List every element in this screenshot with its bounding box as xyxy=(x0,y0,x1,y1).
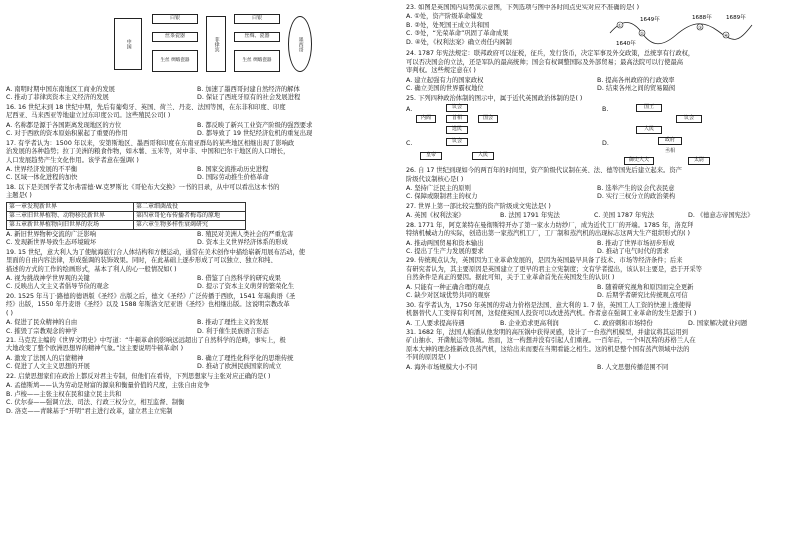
answer-option: D. 利于催生民族语言形态 xyxy=(197,327,269,335)
answer-option: A. 激发了法国人的启蒙精神 xyxy=(6,354,84,362)
right-block-9 xyxy=(406,212,782,220)
goods-2-2: 瓷器 xyxy=(262,57,272,63)
timeline-year: 1640年 xyxy=(616,41,636,48)
answer-option: D. 洛克——青睐基于“开明”君主进行改革，建立君主立宪制 xyxy=(6,407,173,415)
timeline-year: 1689年 xyxy=(726,15,746,22)
question-text-line: 25. 下列四种政治体制的图示中，属于近代英国政治体制的是( ) xyxy=(406,94,583,102)
answer-option: D. 推动了欧洲民族国家的成立 xyxy=(197,363,282,371)
tea-label: 丝茶瓷器 xyxy=(164,33,185,40)
philippines-label: 菲律宾 xyxy=(213,36,220,52)
answer-option: D. 都导致了 19 世纪经济危机的重复出现 xyxy=(197,130,313,138)
answer-option: A. 视为挑战神学世界观的关键 xyxy=(6,274,90,282)
question-text-line: 29. 传统观点认为，英国因为工业革命发展的，是因为英国最早具备了技术、市场等经济条件；后来 xyxy=(406,257,683,265)
answer-option: D. 结束各州之间的贸易隔阂 xyxy=(597,85,676,93)
left-block-9 xyxy=(6,275,382,292)
answer-option: C. 缺少对区域优势共同的观察 xyxy=(406,292,490,300)
diagram-a-left: 内阁 xyxy=(416,115,436,123)
table-row xyxy=(7,202,246,211)
answer-option: B. 随着研究视角和原因而完全更新 xyxy=(597,283,694,291)
question-text-line: 24. 1787 年宪法规定：联邦政府可以征税，征兵，发行货币，决定军事及外交政策，总统享有行政权， xyxy=(406,50,695,58)
answer-option: D. 推动了电气时代的需求 xyxy=(597,248,669,255)
timeline-marker-label: ① xyxy=(618,24,622,30)
silver-label-2: 白银 xyxy=(251,15,262,22)
answer-option: C. 提出了生产力发展的要求 xyxy=(406,248,484,255)
answer-option: A. 名称都是源于各国距离发现地区的方位 xyxy=(6,121,122,129)
goods-2-1: 绸缎 xyxy=(253,57,263,63)
answer-option: B. ②处，处死国王成立共和国 xyxy=(406,21,490,29)
question-text-line: 原本大神的理念推新改良蒸汽机，这给出来而要在当期看能之相生。这的机是整个国有蒸汽领域中法的 xyxy=(406,345,690,353)
answer-option: B. 选举产生的议会代表民意 xyxy=(597,184,675,192)
question-text-line: 机器替代人工变得有利可图，这促使英国人投资可以改进蒸汽机。作者意在强调工业革命的发生是源于( ) xyxy=(406,310,697,318)
question-text-line: 经》出版，1550 年丹麦语《圣经》以及 1588 年斯洛文尼亚语《圣经》也相继出版。这说明宗教改革 xyxy=(6,301,290,309)
answer-option: A. 孟德斯鸠——认为劳动是财富的源泉和衡量价值的尺度，主张自由竞争 xyxy=(6,382,210,390)
answer-option: A. 只能有一种正确合理的观点 xyxy=(406,283,490,291)
answer-option: B. 提高各州政府的行政效率 xyxy=(597,76,675,84)
left-column xyxy=(6,4,382,556)
answer-option: C. ③处，“光荣革命”巩固了革命成果 xyxy=(406,30,509,38)
option-a-label: A. xyxy=(406,106,413,114)
question-text-line: 27. 世界上第一部比较完整的资产阶级成文宪法是( ) xyxy=(406,202,551,210)
question-text-line: 里面的自由内容法律，形成强调的装饰效果。同时，在此基础上逐步形成了可以独立、独立和纯、 xyxy=(6,257,277,265)
question-text-line: 20. 1525 年马丁·路德的德语版《圣经》出版之后，德文《圣经》广泛传播于西欧，1541 年瑞典语《圣 xyxy=(6,292,296,300)
right-block-13 xyxy=(406,284,782,301)
question-text-line: 16. 16 世纪末到 18 世纪中期，先后有葡萄牙、英国、荷兰、丹麦、法国等国，在东非和印度、印度 xyxy=(6,103,286,111)
answer-option: A. 英国《权利法案》 xyxy=(406,212,465,220)
timeline-year: 1649年 xyxy=(640,17,660,24)
answer-option: A. 世界经济发展的不平衡 xyxy=(6,165,78,173)
answer-option: A. 南明时期中国东南地区工商业的发展 xyxy=(6,86,115,93)
goods-1-2: 瓷器 xyxy=(180,57,190,63)
goods-box-2 xyxy=(234,50,280,72)
question-text-line: 审判权。这些规定意在( ) xyxy=(406,67,476,75)
left-block-4 xyxy=(6,166,382,183)
answer-option: C. 摧毁了宗教观念的神学 xyxy=(6,327,78,335)
answer-option: B. 法国 1791 年宪法 xyxy=(500,212,560,220)
answer-option: B. 确立了理性化科学化的思维传统 xyxy=(197,354,294,362)
answer-option: C. 促进了人文主义思想的开展 xyxy=(6,363,90,371)
left-questions xyxy=(6,86,382,416)
diagram-b-mid: 议会 xyxy=(676,115,702,123)
answer-option: D. ④处，《权利法案》确立责任内阁制 xyxy=(406,38,512,46)
answer-option: A. 工人要求提高待遇 xyxy=(406,319,465,327)
answer-option: C. 区域一体化进程的加快 xyxy=(6,174,78,182)
right-block-14 xyxy=(406,302,782,319)
left-block-1 xyxy=(6,104,382,121)
diagram-d-top: 政府 xyxy=(658,137,682,145)
table-cell: 第一章发现新世界 xyxy=(7,202,134,211)
right-block-11 xyxy=(406,240,782,257)
goods-1-1: 绸缎 xyxy=(171,57,181,63)
question-text-line: 自然条件是真正的要因。据此可知，关于工业革命首先在英国发生的认识( ) xyxy=(406,274,615,282)
table-cell: 第三章旧世界植物、动物移民新世界 xyxy=(7,211,134,220)
answer-option: B. 人文思想传播范围不同 xyxy=(597,363,669,371)
right-block-5 xyxy=(406,104,782,166)
left-block-8 xyxy=(6,249,382,274)
question-text-line: 19. 15 世纪，意大利人为了使航海旅行合人体结构和方便运动，通常在美术创作中描绘崭新用展布活动，使 xyxy=(6,248,306,256)
diagram-d-left: 御史大夫 xyxy=(624,157,654,165)
question-text-line: 21. 马克克主编的《世界文明史》中写道：“牛顿革命的影响远远超出了自然科学的范畴，事实上，极 xyxy=(6,337,286,345)
question-text-line: 特纳机械动力的实际，创造出第一家蒸汽机工厂，工厂制和蒸汽机的出现标志这两大生产组织形式的( ) xyxy=(406,230,690,238)
answer-option: C. 保障或限制君主的权力 xyxy=(406,193,478,201)
question-text-line: 有研究者认为，其主要原因是英国建立了更早的君主立宪制度；文有学者提出，该认识主要是，恐于开采等 xyxy=(406,265,702,273)
answer-option: A. 新旧世界物种交流的广泛影响 xyxy=(6,230,97,238)
china-label: 中国 xyxy=(125,39,132,49)
left-block-5 xyxy=(6,184,382,201)
answer-option: C. 美国 1787 年宪法 xyxy=(594,212,654,220)
question-text-line: 22. 启蒙思想家们在政治上都反对君主专制，但他们在看待，下列思想家与主张对应正确的是( ) xyxy=(6,372,271,380)
answer-option: B. 借鉴了自然科学的研究成果 xyxy=(197,274,281,282)
answer-option: C. 对于西欧的资本原始积累起了重要的作用 xyxy=(6,130,128,138)
mexico-box xyxy=(288,16,312,72)
silk-box xyxy=(234,32,280,42)
diagram-b-bottom: 人民 xyxy=(636,126,662,134)
answer-option: D. 《德意志帝国宪法》 xyxy=(688,212,754,220)
left-block-10 xyxy=(6,293,382,318)
diagram-b-top: 国王 xyxy=(636,104,662,112)
question-text-line: 18. 以下是美国学者艾尔弗雷德·W.克罗斯比《哥伦布大交换》一书的目录，从中可以看出这本书的 xyxy=(6,183,280,191)
answer-option: A. ①处，资产阶级革命爆发 xyxy=(406,13,483,21)
question-text-line: 大地改变了整个欧洲思想界的精神气象。”这主要说明牛顿革命( ) xyxy=(6,345,184,353)
diagram-a-right: 国会 xyxy=(478,115,498,123)
answer-option: D. 资本主义世界经济体系的形成 xyxy=(197,239,288,247)
answer-option: C. 政府刺和市场特份 xyxy=(594,319,653,327)
answer-option: A. 坚持广泛民主的原则 xyxy=(406,184,471,192)
answer-option: B. 都反映了新兴工业资产阶级的强烈要求 xyxy=(197,121,313,129)
left-block-13 xyxy=(6,355,382,372)
right-block-2 xyxy=(406,50,782,75)
right-block-6 xyxy=(406,167,782,184)
table-row xyxy=(7,220,246,229)
answer-option: D. 保证了西班牙原有的社会发展进程 xyxy=(197,94,301,102)
table-cell: 第五章新世界植物向旧世界的农场 xyxy=(7,220,134,229)
timeline-marker-label: ② xyxy=(640,32,644,38)
silver-label: 白银 xyxy=(169,15,180,22)
diagram-a-top: 议会 xyxy=(446,104,468,112)
question-text-line: 28. 1771 年，阿克莱特在曼彻斯特开办了第一家水力纺纱厂，成为近代工厂的开端。1785 年，洛克拜 xyxy=(406,221,694,229)
right-block-15 xyxy=(406,320,782,328)
answer-option: D. 实行三权分立的政治架构 xyxy=(597,193,676,201)
answer-option: B. 殖民对美洲人类社会的严重危害 xyxy=(197,230,294,238)
trade-route-diagram xyxy=(6,4,382,86)
table-row xyxy=(7,211,246,220)
question-text-line: 26. 自 17 世纪到现如今的两百年的时间里，资产阶级代议制在英、法、德等国先后建立起来。资产 xyxy=(406,167,682,175)
answer-option: A. 海外市场规模大小不同 xyxy=(406,363,478,371)
contents-table xyxy=(6,202,246,230)
tea-box xyxy=(152,32,198,42)
silver-arrow-box xyxy=(152,14,198,24)
right-questions xyxy=(406,4,782,372)
timeline-year: 1688年 xyxy=(692,15,712,22)
right-block-7 xyxy=(406,185,782,202)
china-box xyxy=(114,18,142,70)
question-text-line: 治发展的各种趋势；拉丁美洲的粮食作物，如木薯、玉米等，对中非、中国和巴尔干地区的人口增长， xyxy=(6,148,290,156)
question-text-line: 可以否决国会的立法，还是军队的最高统帅；国会有权调整国际及外部贸易；最高法院可以行使最高 xyxy=(406,58,684,66)
timeline-marker-label: ④ xyxy=(724,34,728,40)
answer-option: C. 确立美国的世界霸权地位 xyxy=(406,85,484,93)
answer-option: B. 加速了墨西哥封建自然经济的解体 xyxy=(197,86,300,93)
answer-option: D. 后期学者研究比传统观点可信 xyxy=(597,292,688,300)
table-cell: 第二章细菌战役 xyxy=(134,202,246,211)
left-block-2 xyxy=(6,122,382,139)
question-text-line: 人口发展趋势产生文化作用。该学者意在强调( ) xyxy=(6,156,139,164)
answer-option: C. 伏尔泰——强调立法、司法、行政三权分立，相互监督、制衡 xyxy=(6,399,185,407)
left-block-15 xyxy=(6,382,382,416)
diagram-d-center: 丞相 xyxy=(660,148,680,155)
answer-option: A. 推动两国贸易和资本输出 xyxy=(406,239,484,247)
question-text-line: 30. 有学者认为，1750 年英国的劳动力价格是法国、意大利的 1. 7 倍，英国工人工资的快速上涨使得 xyxy=(406,301,692,309)
left-block-11 xyxy=(6,319,382,336)
right-block-1 xyxy=(406,13,782,49)
timeline-curve-svg xyxy=(606,13,756,49)
right-block-3 xyxy=(406,77,782,94)
answer-option: D. 国家解决就业问题 xyxy=(688,319,748,327)
mexico-label: 墨西哥 xyxy=(297,36,304,52)
question-text-line: ( ) xyxy=(6,309,13,317)
question-text-line: 描述的方式的工作的绘画形式，基本了利人的心一般情况如( ) xyxy=(6,265,177,273)
right-block-10 xyxy=(406,222,782,239)
silk-label: 丝绸、瓷器 xyxy=(244,33,270,40)
question-text-line: 17. 有学者认为：1500 年以来，安第斯地区、墨西哥和印度在东南亚群岛的某些地区相继出现了影响政 xyxy=(6,139,295,147)
table-cell: 第四章哥伦布传播者梅毒的原地 xyxy=(134,211,246,220)
question-text-line: 不同的原因是( ) xyxy=(406,354,451,362)
right-block-16 xyxy=(406,329,782,363)
option-c-label: C. xyxy=(406,140,413,148)
answer-option: B. 企业追求更高利润 xyxy=(500,319,559,327)
goods-1-0: 生丝 xyxy=(160,57,170,63)
left-block-7 xyxy=(6,231,382,248)
answer-option: C. 推动了菲律宾资本主义经济的发展 xyxy=(6,94,109,102)
goods-2-0: 生丝 xyxy=(242,57,252,63)
answer-option: A. 促进了民众精神的自由 xyxy=(6,319,78,327)
option-d-label: D. xyxy=(602,140,609,148)
timeline-marker-label: ③ xyxy=(698,26,702,32)
diagram-c-right: 人民 xyxy=(472,152,494,160)
table-cell: 第六章生物多样性衰竭研究 xyxy=(134,220,246,229)
diagram-c-top: 议会 xyxy=(446,138,468,146)
diagram-c-left: 皇帝 xyxy=(420,152,442,160)
left-block-12 xyxy=(6,337,382,354)
right-block-17 xyxy=(406,364,782,372)
answer-option: D. 提示了资本主义萌芽的繁荣化生 xyxy=(197,283,295,291)
answer-option: B. 国家交流推动历史进程 xyxy=(197,165,269,173)
left-block-6 xyxy=(6,202,382,230)
silver-box-2 xyxy=(234,14,280,24)
right-column xyxy=(406,4,782,556)
answer-option: C. 发现新世界导致生态环境破坏 xyxy=(6,239,97,247)
goods-box-1 xyxy=(152,50,198,72)
diagram-a-bottom: 选民 xyxy=(446,126,468,134)
answer-option: D. 国际劳动推生价格革命 xyxy=(197,174,269,182)
left-block-0 xyxy=(6,86,382,103)
right-block-12 xyxy=(406,257,782,282)
answer-option: A. 建立起强有力的国家政权 xyxy=(406,76,484,84)
answer-option: B. 推动了理性主义的发展 xyxy=(197,319,269,327)
philippines-box xyxy=(206,16,226,72)
question-text-line: 23. 如图是英国国内局势演示意图，下列选项与图中各时间点史实对应不准确的是( ) xyxy=(406,4,640,11)
answer-option: B. 卢梭——主张主权在民和建立民主共和 xyxy=(6,390,122,398)
right-block-8 xyxy=(406,203,782,211)
left-block-3 xyxy=(6,140,382,165)
question-text-line: 尼西亚、马来西亚等地建立过东印度公司。这些殖民公司( ) xyxy=(6,112,171,120)
right-block-0 xyxy=(406,4,782,12)
left-block-14 xyxy=(6,373,382,381)
right-block-4 xyxy=(406,95,782,103)
answer-option: B. 推动了世界市场初步形成 xyxy=(597,239,675,247)
diagram-a-mid: 首相 xyxy=(446,115,468,123)
option-b-label: B. xyxy=(602,106,609,114)
question-text-line: 阶级代议制核心是( ) xyxy=(406,175,464,183)
question-text-line: 31. 1682 年，法国人帕潘从他发明的高压锅中获得灵感，设计了一台蒸汽机模型，并建议将其运用到 xyxy=(406,328,688,336)
fig23-options xyxy=(406,13,606,47)
question-text-line: 主题是( ) xyxy=(6,192,32,200)
diagram-d-right: 太尉 xyxy=(688,157,710,165)
answer-option: C. 反映出人文主义者倡导节俭的观念 xyxy=(6,283,109,291)
question-text-line: 矿山抽水、开凿航运等领域。然而，这一构想并没有引起人们重视。一百年后，一个叫瓦特的苏格兰人在 xyxy=(406,337,696,345)
